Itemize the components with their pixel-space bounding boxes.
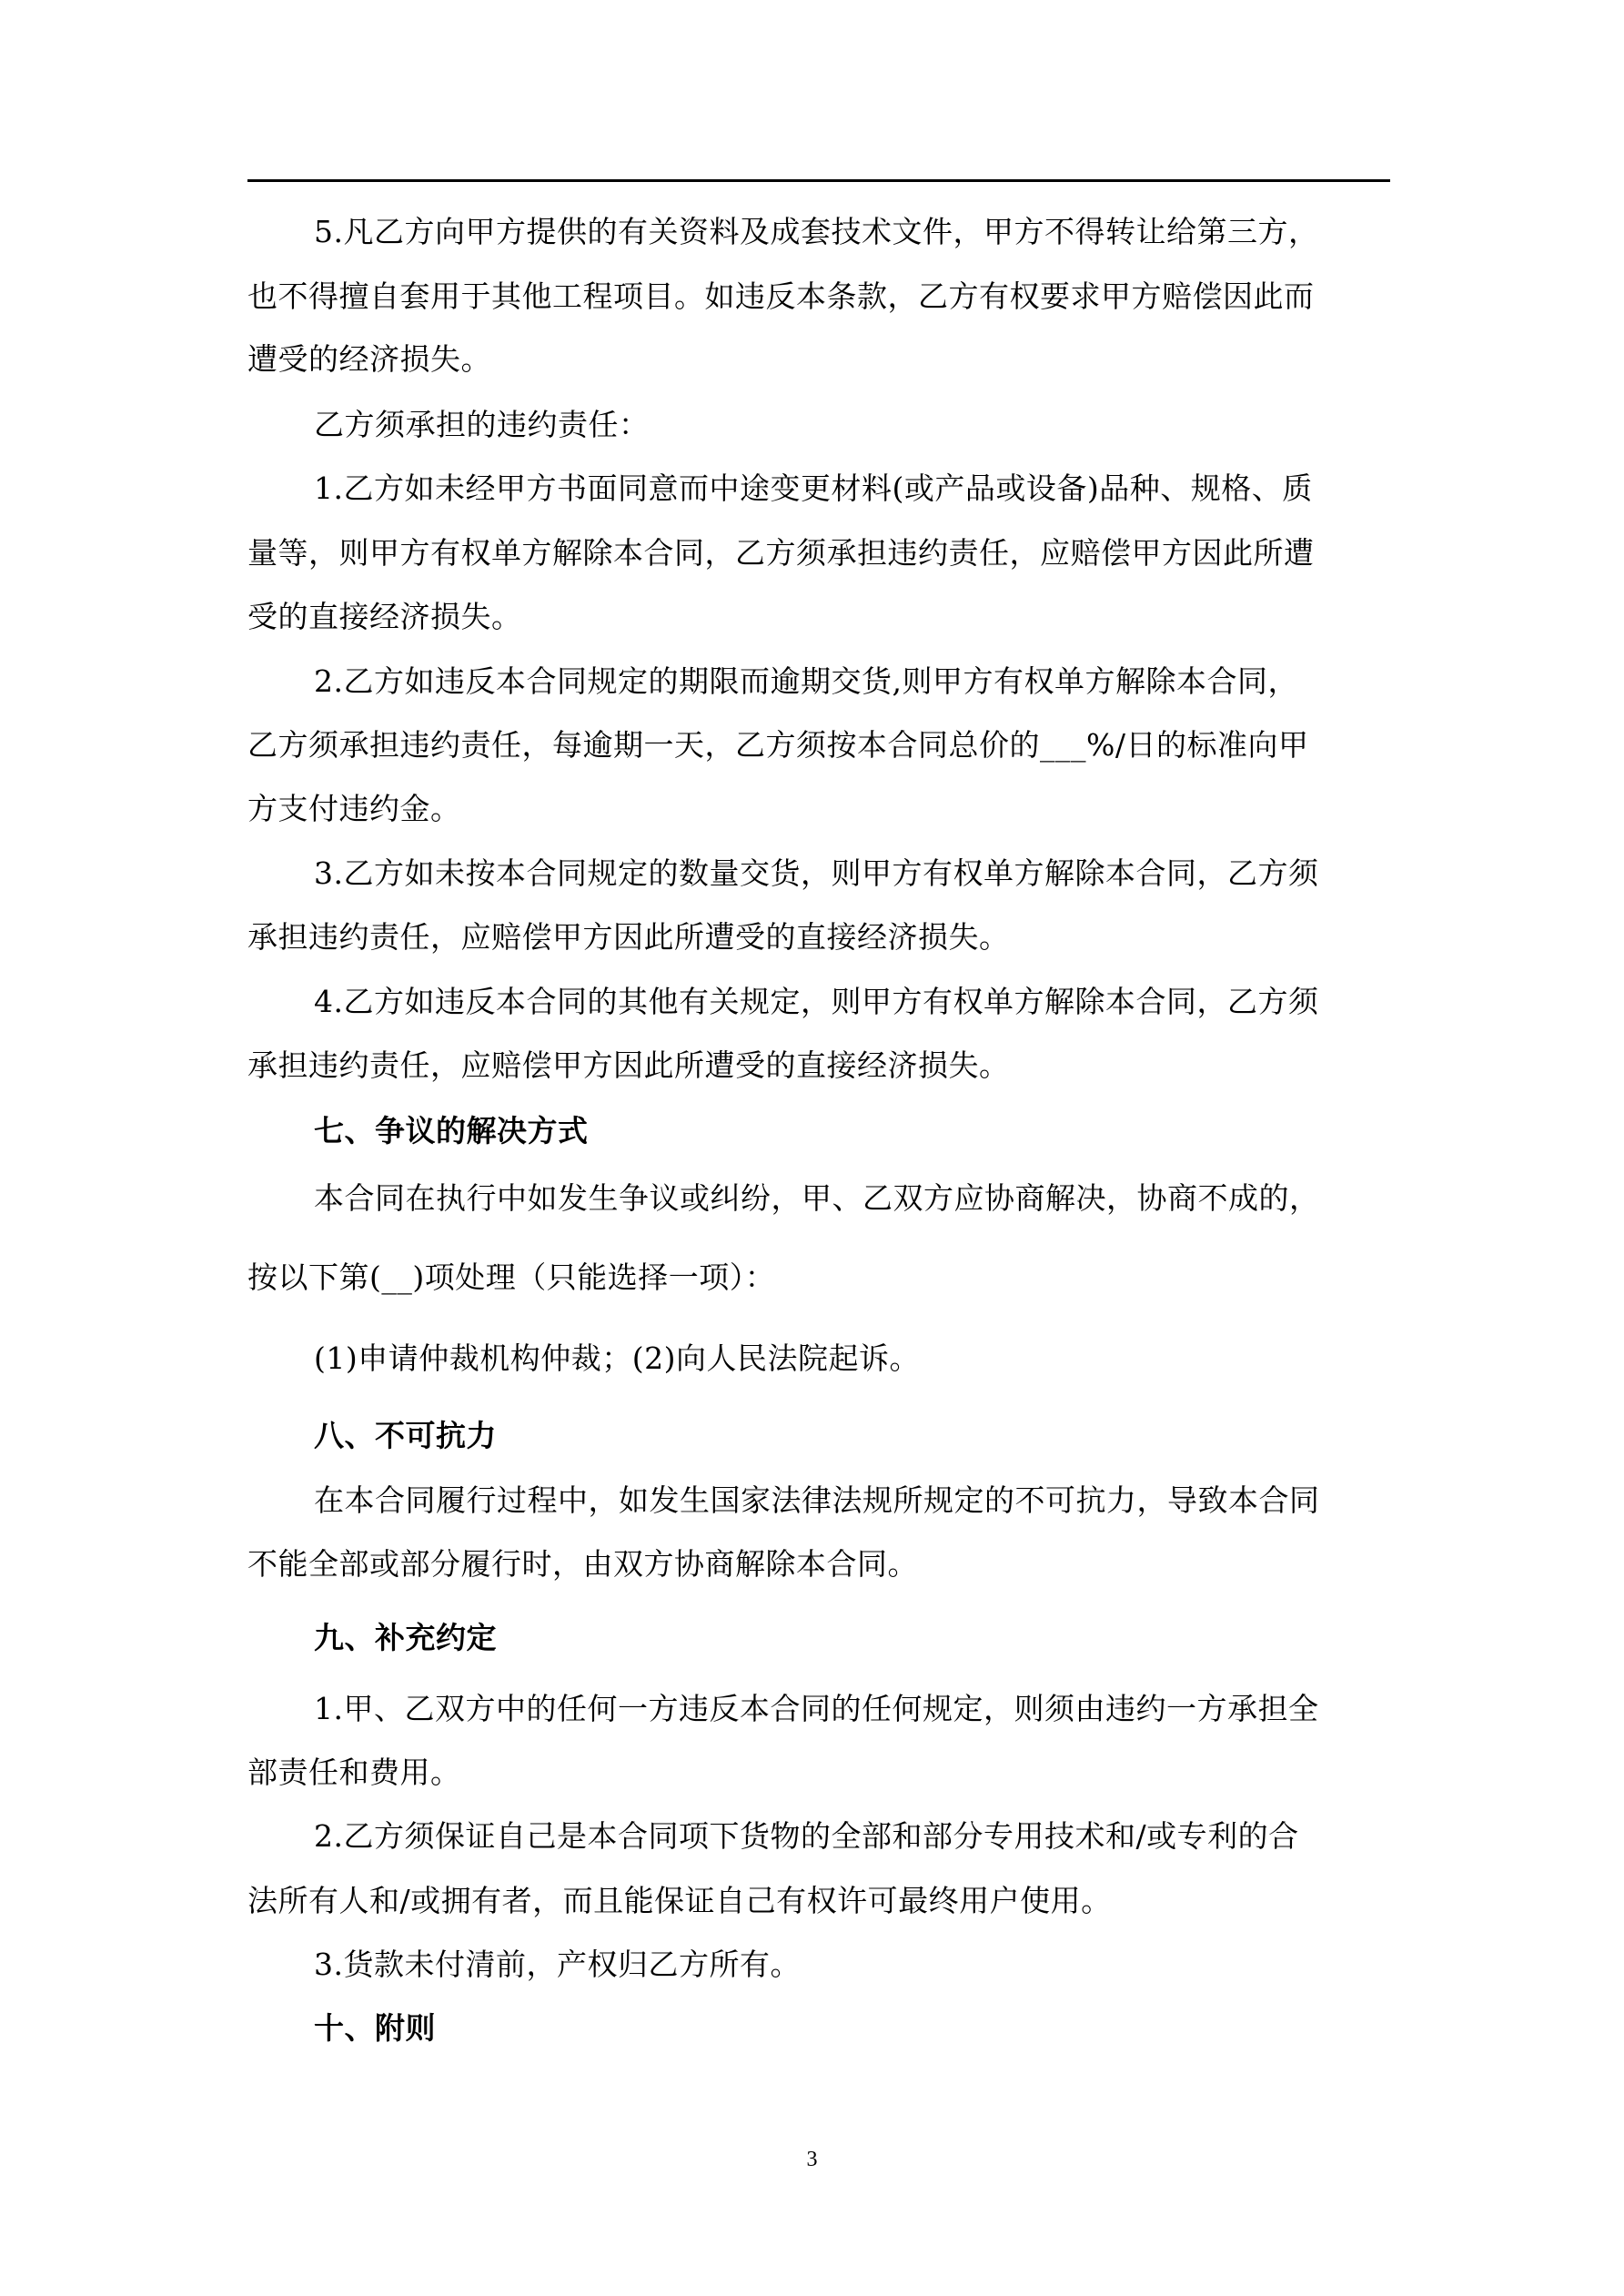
clause-5-line-3: 遭受的经济损失。: [247, 341, 491, 377]
section-9-item-3: 3.货款未付清前，产权归乙方所有。: [314, 1947, 801, 1982]
section-8-line-2: 不能全部或部分履行时，由双方协商解除本合同。: [247, 1546, 918, 1582]
liability-1-line-1: 1.乙方如未经甲方书面同意而中途变更材料(或产品或设备)品种、规格、质: [314, 470, 1313, 506]
clause-5-line-2: 也不得擅自套用于其他工程项目。如违反本条款，乙方有权要求甲方赔偿因此而: [247, 278, 1315, 314]
liability-2-line-1: 2.乙方如违反本合同规定的期限而逾期交货,则甲方有权单方解除本合同，: [314, 663, 1298, 699]
section-8-line-1: 在本合同履行过程中，如发生国家法律法规所规定的不可抗力，导致本合同: [314, 1482, 1320, 1518]
section-7-line-1: 本合同在执行中如发生争议或纠纷，甲、乙双方应协商解决，协商不成的，: [314, 1180, 1320, 1216]
liability-4-line-1: 4.乙方如违反本合同的其他有关规定，则甲方有权单方解除本合同，乙方须: [314, 984, 1319, 1019]
section-9-item-2-line-2: 法所有人和/或拥有者，而且能保证自己有权许可最终用户使用。: [247, 1883, 1112, 1918]
section-9-item-2-line-1: 2.乙方须保证自己是本合同项下货物的全部和部分专用技术和/或专利的合: [314, 1818, 1299, 1854]
section-8-heading: 八、不可抗力: [314, 1418, 497, 1453]
liability-1-line-3: 受的直接经济损失。: [247, 599, 522, 634]
section-9-item-1-line-1: 1.甲、乙双方中的任何一方违反本合同的任何规定，则须由违约一方承担全: [314, 1691, 1319, 1726]
section-7-heading: 七、争议的解决方式: [314, 1113, 589, 1148]
liability-2-line-3: 方支付违约金。: [247, 791, 461, 826]
liability-1-line-2: 量等，则甲方有权单方解除本合同，乙方须承担违约责任，应赔偿甲方因此所遭: [247, 535, 1315, 571]
liability-4-line-2: 承担违约责任，应赔偿甲方因此所遭受的直接经济损失。: [247, 1047, 1010, 1083]
header-rule: [247, 179, 1390, 182]
liability-2-line-2: 乙方须承担违约责任，每逾期一天，乙方须按本合同总价的___%/日的标准向甲: [247, 727, 1309, 763]
liability-3-line-1: 3.乙方如未按本合同规定的数量交货，则甲方有权单方解除本合同，乙方须: [314, 855, 1319, 891]
section-7-line-2: 按以下第(__)项处理（只能选择一项）：: [247, 1259, 776, 1295]
liability-3-line-2: 承担违约责任，应赔偿甲方因此所遭受的直接经济损失。: [247, 919, 1010, 955]
party-b-liability-heading: 乙方须承担的违约责任：: [314, 407, 650, 442]
section-9-item-1-line-2: 部责任和费用。: [247, 1755, 461, 1790]
clause-5-line-1: 5.凡乙方向甲方提供的有关资料及成套技术文件，甲方不得转让给第三方，: [314, 214, 1319, 249]
section-10-heading: 十、附则: [314, 2010, 436, 2046]
page-number: 3: [806, 2148, 818, 2171]
section-9-heading: 九、补充约定: [314, 1620, 497, 1655]
section-7-options: (1)申请仲裁机构仲裁；(2)向人民法院起诉。: [314, 1340, 920, 1376]
